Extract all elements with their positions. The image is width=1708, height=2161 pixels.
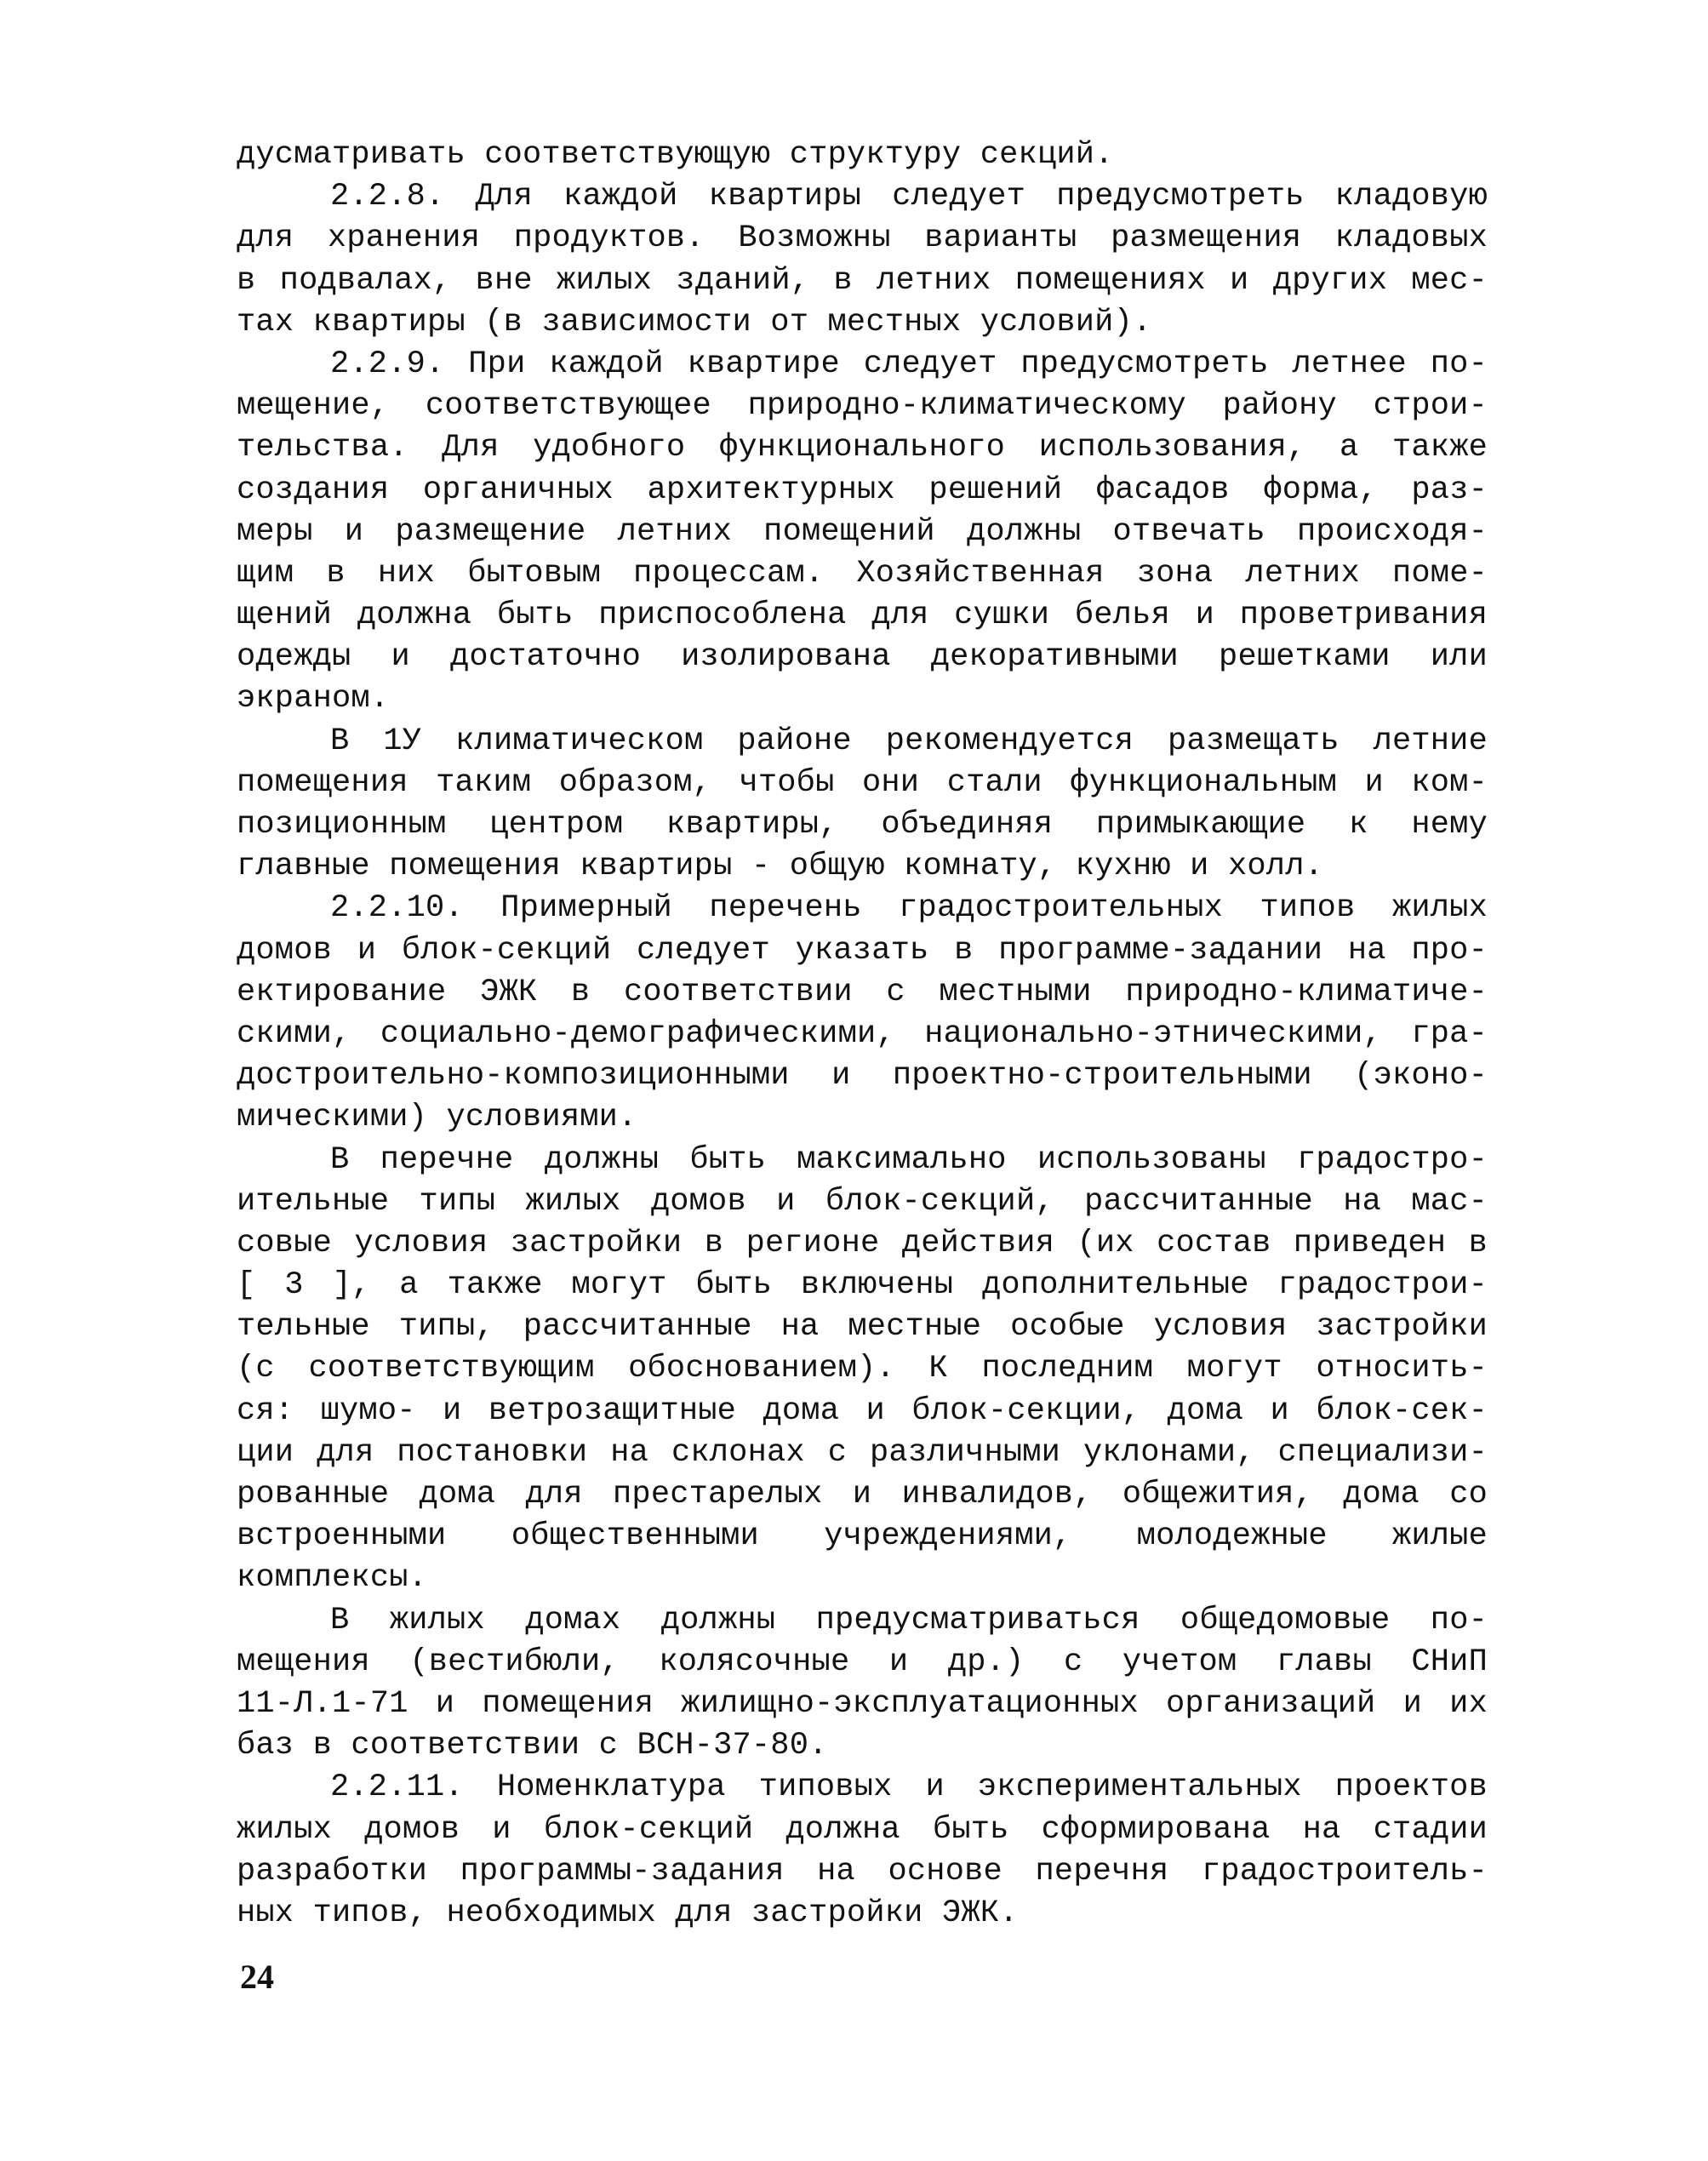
text-line: рованные дома для престарелых и инвалидов, общежития, дома со — [237, 1477, 1488, 1512]
text-line: тельные типы, рассчитанные на местные особые условия застройки — [237, 1309, 1488, 1346]
document-body — [237, 134, 1488, 1935]
text-line: В жилых домах должны предусматриваться общедомовые по- — [330, 1602, 1488, 1638]
text-line: комплексы. — [237, 1560, 428, 1597]
text-line: домов и блок-секций следует указать в программе-задании на про- — [237, 932, 1488, 969]
text-line: В перечне должны быть максимально использованы градостро- — [330, 1141, 1488, 1178]
text-line: экраном. — [237, 681, 390, 717]
text-line: 2.2.9. При каждой квартире следует предусмотреть летнее по- — [330, 346, 1488, 382]
text-line: ектирование ЭЖК в соответствии с местными природно-климатиче- — [237, 974, 1488, 1010]
text-line: совые условия застройки в регионе действия (их состав приведен в — [237, 1225, 1488, 1261]
text-line: (с соответствующим обоснованием). К последним могут относить- — [237, 1351, 1488, 1387]
text-line: главные помещения квартиры - общую комнату, кухню и холл. — [237, 849, 1324, 885]
text-line: дусматривать соответствующую структуру секций. — [237, 137, 1114, 173]
text-line: 11-Л.1-71 и помещения жилищно-эксплуатационных организаций и их — [237, 1685, 1488, 1722]
text-line: 2.2.10. Примерный перечень градостроительных типов жилых — [330, 890, 1488, 927]
text-line: в подвалах, вне жилых зданий, в летних помещениях и других мес- — [237, 262, 1488, 299]
text-line: [ 3 ], а также могут быть включены дополнительные градострои- — [237, 1267, 1488, 1304]
text-line: баз в соответствии с ВСН-37-80. — [237, 1728, 828, 1764]
text-line: В 1У климатическом районе рекомендуется размещать летние — [330, 723, 1488, 759]
text-line: щим в них бытовым процессам. Хозяйственная зона летних поме- — [237, 555, 1488, 592]
text-line: одежды и достаточно изолирована декоративными решетками или — [237, 639, 1488, 676]
text-line: мещения (вестибюли, колясочные и др.) с учетом главы СНиП — [237, 1644, 1488, 1680]
text-line: создания органичных архитектурных решений фасадов форма, раз- — [237, 472, 1488, 508]
text-line: помещения таким образом, чтобы они стали функциональным и ком- — [237, 764, 1488, 801]
text-line: щений должна быть приспособлена для сушки белья и проветривания — [237, 597, 1488, 634]
text-line: ся: шумо- и ветрозащитные дома и блок-секции, дома и блок-сек- — [237, 1392, 1488, 1429]
page-number: 24 — [240, 1958, 274, 1996]
text-line: ительные типы жилых домов и блок-секций, рассчитанные на мас- — [237, 1183, 1488, 1220]
text-line: 2.2.11. Номенклатура типовых и экспериментальных проектов — [330, 1769, 1488, 1806]
text-line: позиционным центром квартиры, объединяя примыкающие к нему — [237, 807, 1488, 843]
text-line: ных типов, необходимых для застройки ЭЖК. — [237, 1895, 1019, 1931]
text-line: ции для постановки на склонах с различными уклонами, специализи- — [237, 1434, 1488, 1471]
text-line: разработки программы-задания на основе перечня градостроитель- — [237, 1853, 1488, 1889]
text-line: мическими) условиями. — [237, 1100, 637, 1136]
text-line: достроительно-композиционными и проектно-строительными (эконо- — [237, 1058, 1488, 1095]
text-line: меры и размещение летних помещений должны отвечать происходя- — [237, 513, 1488, 550]
text-line: для хранения продуктов. Возможны варианты размещения кладовых — [237, 220, 1488, 257]
text-line: жилых домов и блок-секций должна быть сформирована на стадии — [237, 1811, 1488, 1848]
text-line: тах квартиры (в зависимости от местных условий). — [237, 304, 1152, 340]
text-line: скими, социально-демографическими, национально-этническими, гра- — [237, 1015, 1488, 1052]
text-line: 2.2.8. Для каждой квартиры следует предусмотреть кладовую — [330, 179, 1488, 215]
text-line: тельства. Для удобного функционального использования, а также — [237, 430, 1488, 466]
text-line: мещение, соответствующее природно-климатическому району строи- — [237, 388, 1488, 425]
text-line: встроенными общественными учреждениями, молодежные жилые — [237, 1518, 1488, 1555]
